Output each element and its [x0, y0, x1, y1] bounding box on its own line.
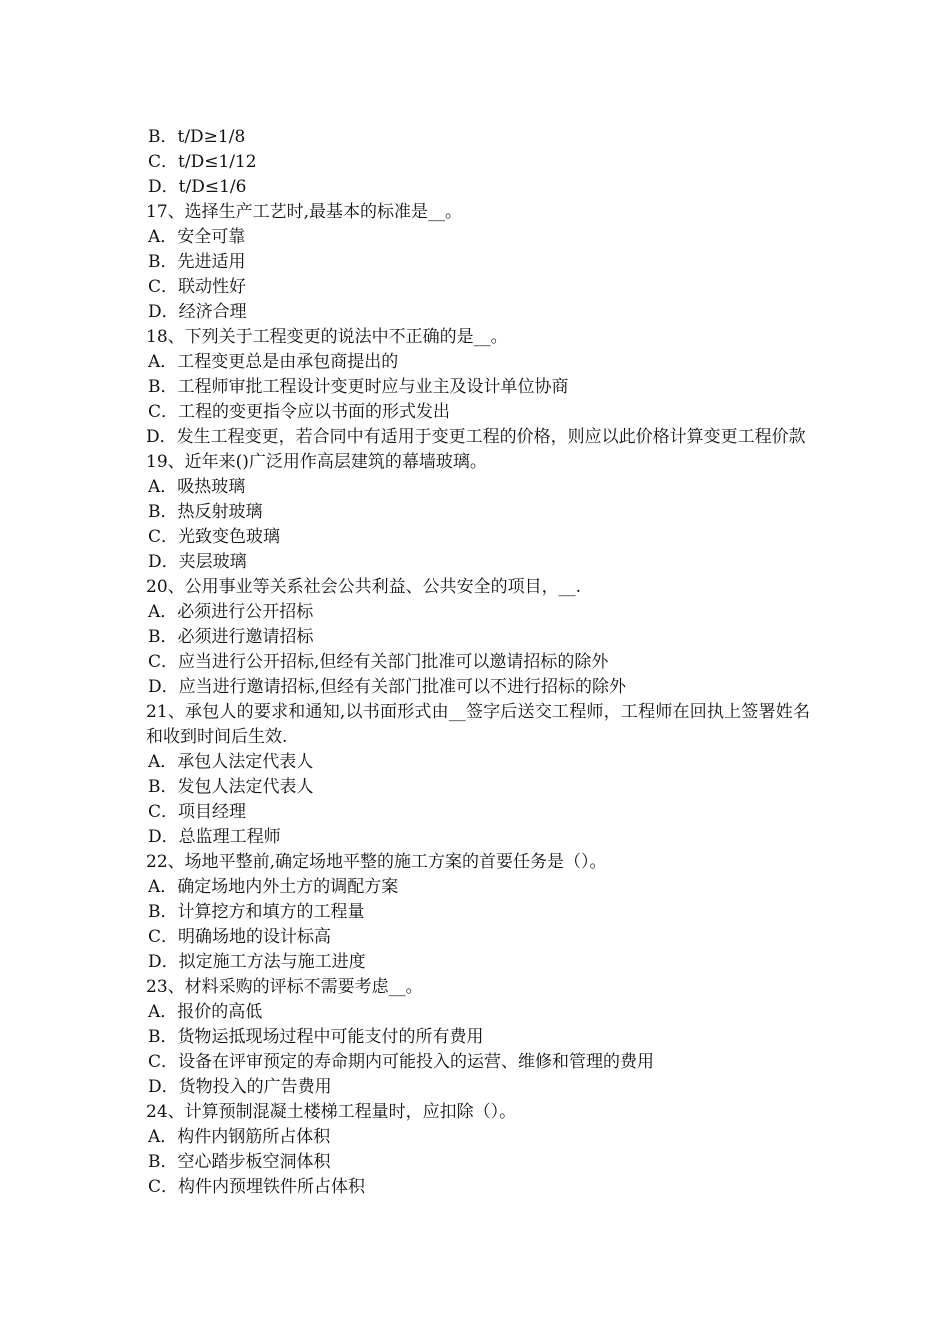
answer-option: B．空心踏步板空洞体积: [148, 1152, 331, 1172]
answer-option: A．确定场地内外土方的调配方案: [148, 877, 399, 897]
answer-option: B．工程师审批工程设计变更时应与业主及设计单位协商: [148, 377, 569, 397]
answer-option: D．发生工程变更，若合同中有适用于变更工程的价格，则应以此价格计算变更工程价款: [146, 427, 806, 447]
answer-option: A．构件内钢筋所占体积: [148, 1127, 331, 1147]
answer-option: D．总监理工程师: [148, 827, 281, 847]
question-22: 22、场地平整前,确定场地平整的施工方案的首要任务是（）。: [146, 852, 607, 872]
question-list: [146, 125, 810, 1200]
question-20: 20、公用事业等关系社会公共利益、公共安全的项目，__.: [146, 577, 582, 597]
answer-option: B．热反射玻璃: [148, 502, 263, 522]
answer-option: A．吸热玻璃: [148, 477, 246, 497]
answer-option: A．报价的高低: [148, 1002, 263, 1022]
answer-option: A．安全可靠: [148, 227, 246, 247]
answer-option: D．拟定施工方法与施工进度: [148, 952, 366, 972]
answer-option: B．先进适用: [148, 252, 246, 272]
answer-option: C．联动性好: [148, 277, 247, 297]
answer-option: A．工程变更总是由承包商提出的: [148, 352, 399, 372]
answer-option: D．夹层玻璃: [148, 552, 247, 572]
question-19: 19、近年来()广泛用作高层建筑的幕墙玻璃。: [146, 452, 487, 472]
question-21: 21、承包人的要求和通知,以书面形式由__签字后送交工程师，工程师在回执上签署姓名和收到时间后生效.: [146, 702, 810, 747]
answer-option: D．t/D≤1/6: [148, 177, 247, 197]
answer-option: C．t/D≤1/12: [148, 152, 257, 172]
answer-option: B．计算挖方和填方的工程量: [148, 902, 365, 922]
answer-option: C．光致变色玻璃: [148, 527, 281, 547]
answer-option: C．工程的变更指令应以书面的形式发出: [148, 402, 451, 422]
question-18: 18、下列关于工程变更的说法中不正确的是__。: [146, 327, 508, 347]
answer-option: A．必须进行公开招标: [148, 602, 314, 622]
answer-option: B．货物运抵现场过程中可能支付的所有费用: [148, 1027, 484, 1047]
answer-option: D．经济合理: [148, 302, 247, 322]
question-17: 17、选择生产工艺时,最基本的标准是__。: [146, 202, 463, 222]
answer-option: D．货物投入的广告费用: [148, 1077, 332, 1097]
answer-option: B．t/D≥1/8: [148, 127, 246, 147]
answer-option: D．应当进行邀请招标,但经有关部门批准可以不进行招标的除外: [148, 677, 627, 697]
question-23: 23、材料采购的评标不需要考虑__。: [146, 977, 423, 997]
answer-option: A．承包人法定代表人: [148, 752, 314, 772]
answer-option: B．发包人法定代表人: [148, 777, 314, 797]
answer-option: C．应当进行公开招标,但经有关部门批准可以邀请招标的除外: [148, 652, 609, 672]
question-24: 24、计算预制混凝土楼梯工程量时，应扣除（）。: [146, 1102, 517, 1122]
answer-option: C．项目经理: [148, 802, 247, 822]
answer-option: C．设备在评审预定的寿命期内可能投入的运营、维修和管理的费用: [148, 1052, 655, 1072]
answer-option: B．必须进行邀请招标: [148, 627, 314, 647]
answer-option: C．明确场地的设计标高: [148, 927, 332, 947]
answer-option: C．构件内预埋铁件所占体积: [148, 1177, 366, 1197]
